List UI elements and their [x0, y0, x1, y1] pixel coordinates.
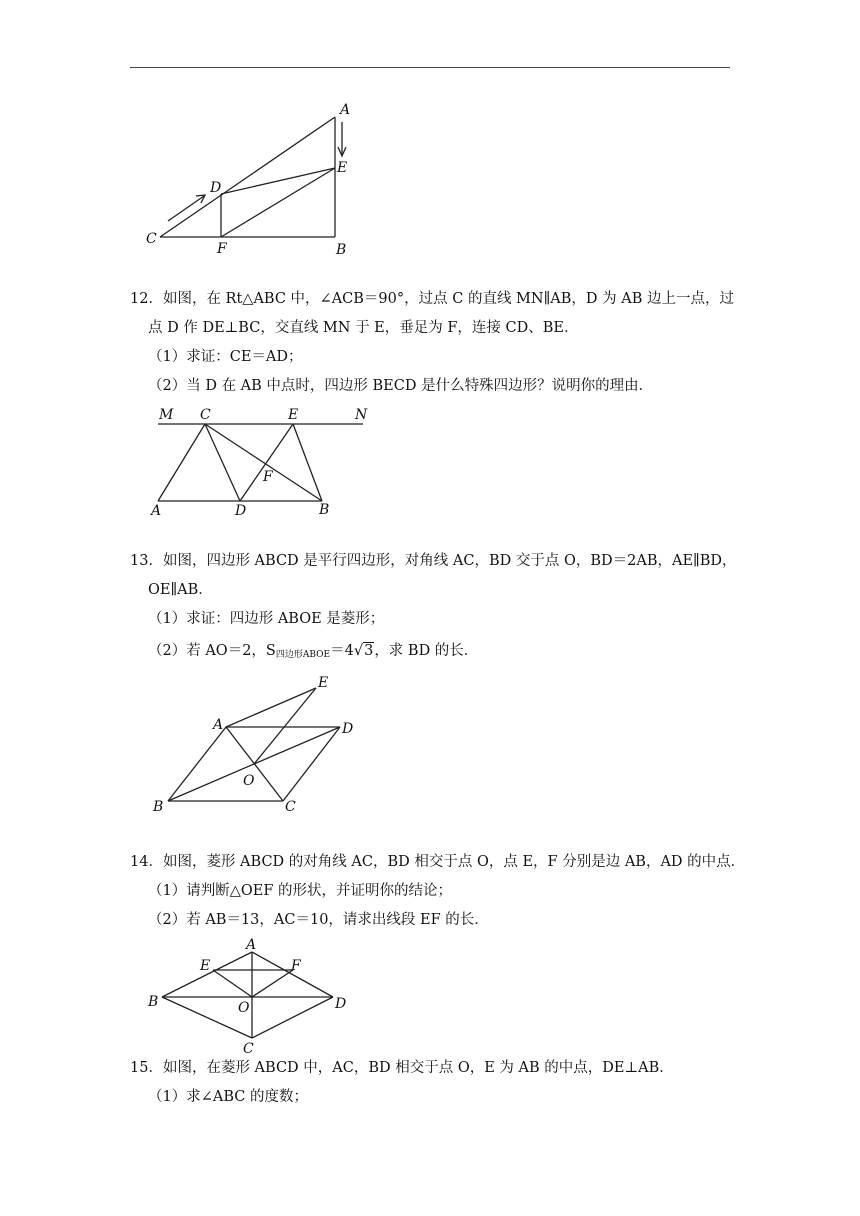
- label-O: O: [238, 1000, 250, 1016]
- q15-line1: 15．如图，在菱形 ABCD 中，AC，BD 相交于点 O，E 为 AB 的中点，DE⊥AB．: [130, 1060, 674, 1076]
- q13-part2-c: ，求 BD 的长．: [374, 643, 479, 659]
- label-A: A: [213, 717, 224, 733]
- label-A: A: [151, 503, 162, 519]
- figure-q11: [140, 100, 370, 258]
- label-D: D: [335, 996, 347, 1012]
- figure-q13: [150, 672, 365, 817]
- q12-part1: （1）求证：CE＝AD；: [148, 349, 303, 365]
- q13-part2-sub: 四边形ABOE: [275, 650, 331, 660]
- figure-q14: [145, 935, 360, 1055]
- q12-line1: 12．如图，在 Rt△ABC 中，∠ACB＝90°，过点 C 的直线 MN∥AB，D 为 AB 边上一点，过: [130, 291, 734, 307]
- label-E: E: [337, 160, 348, 176]
- label-A: A: [340, 102, 351, 118]
- label-M: M: [159, 407, 174, 423]
- q13-line1: 13．如图，四边形 ABCD 是平行四边形，对角线 AC，BD 交于点 O，BD＝2AB，AE∥BD，: [130, 553, 737, 569]
- label-E: E: [318, 675, 329, 691]
- label-D: D: [342, 721, 354, 737]
- label-F: F: [291, 958, 301, 974]
- q12-line2: 点 D 作 DE⊥BC，交直线 MN 于 E，垂足为 F，连接 CD、BE．: [148, 320, 579, 336]
- label-E: E: [200, 958, 211, 974]
- label-F: F: [263, 469, 273, 485]
- label-B: B: [336, 242, 347, 258]
- q13-part2: [148, 641, 478, 665]
- q13-part1: （1）求证：四边形 ABOE 是菱形；: [148, 611, 385, 627]
- label-E: E: [288, 407, 299, 423]
- label-C: C: [285, 799, 296, 815]
- q14-part1: （1）请判断△OEF 的形状，并证明你的结论；: [148, 883, 453, 899]
- q13-part2-rad: 3: [364, 643, 374, 659]
- label-O: O: [243, 773, 255, 789]
- label-B: B: [153, 799, 164, 815]
- q14-part2: （2）若 AB＝13，AC＝10，请求出线段 EF 的长．: [148, 912, 489, 928]
- q13-part2-b: ＝4: [330, 643, 354, 659]
- q13-part2-a: （2）若 AO＝2，S: [148, 643, 276, 659]
- q14-line1: 14．如图，菱形 ABCD 的对角线 AC，BD 相交于点 O，点 E，F 分别是边 AB，AD 的中点．: [130, 854, 746, 870]
- label-B: B: [319, 502, 330, 518]
- q15-part1: （1）求∠ABC 的度数；: [148, 1089, 308, 1105]
- label-A: A: [246, 937, 257, 953]
- q12-part2: （2）当 D 在 AB 中点时，四边形 BECD 是什么特殊四边形？说明你的理由．: [148, 378, 654, 394]
- label-C: C: [200, 407, 211, 423]
- label-N: N: [355, 407, 368, 423]
- figure-q12: [145, 404, 375, 519]
- label-C: C: [243, 1041, 254, 1057]
- label-D: D: [235, 503, 247, 519]
- label-C: C: [146, 231, 157, 247]
- label-F: F: [217, 241, 227, 257]
- sqrt-symbol: √3: [353, 643, 374, 659]
- q13-line2: OE∥AB．: [148, 582, 213, 598]
- header-rule: [130, 67, 730, 68]
- label-D: D: [210, 180, 222, 196]
- label-B: B: [148, 994, 159, 1010]
